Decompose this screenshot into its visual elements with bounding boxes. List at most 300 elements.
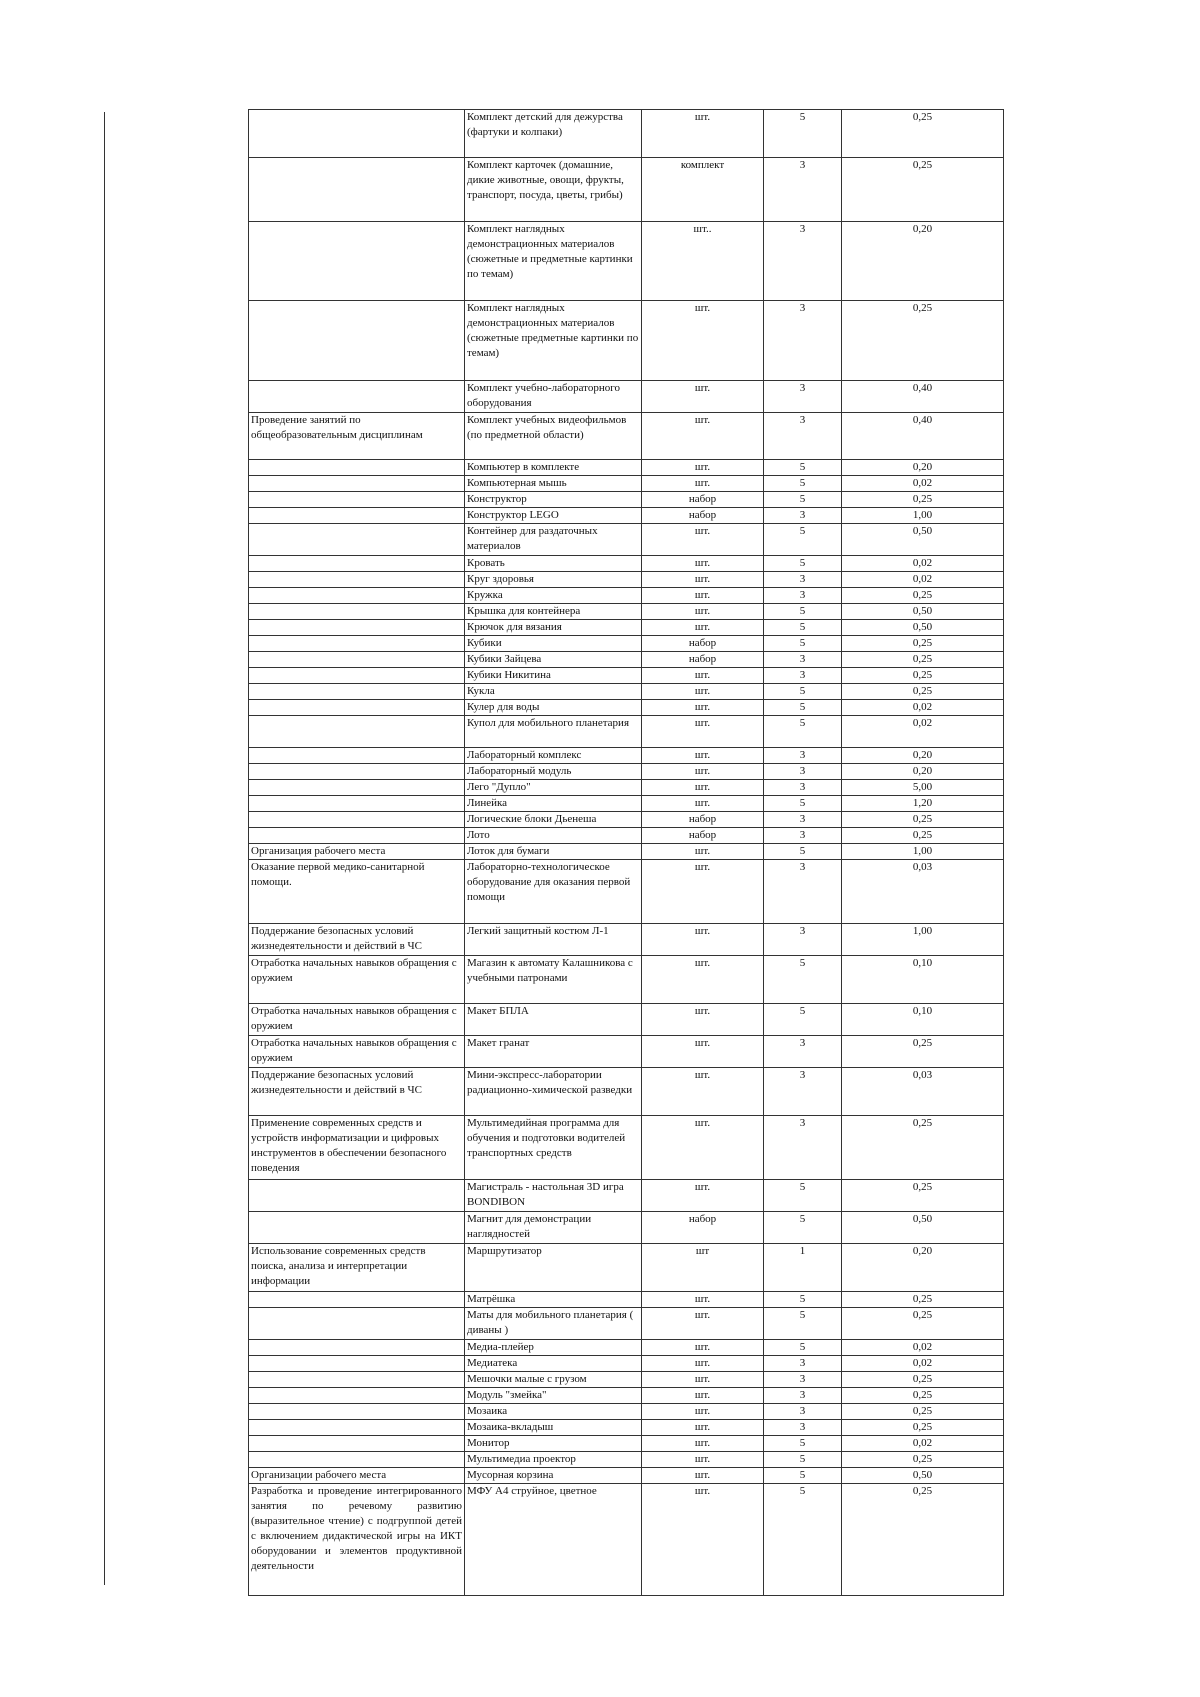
row-coefficient-cell: 0,25 <box>842 1180 1004 1212</box>
row-unit-cell: шт. <box>642 1372 764 1388</box>
row-quantity-cell: 3 <box>764 1068 842 1116</box>
equipment-table <box>248 109 1004 1596</box>
row-quantity-cell: 3 <box>764 572 842 588</box>
row-activity-cell <box>249 1372 465 1388</box>
row-quantity-cell: 3 <box>764 764 842 780</box>
row-quantity-cell: 5 <box>764 796 842 812</box>
row-activity-cell: Проведение занятий по общеобразовательным дисциплинам <box>249 413 465 460</box>
row-unit-cell: шт. <box>642 700 764 716</box>
row-activity-cell <box>249 381 465 413</box>
row-activity-cell <box>249 812 465 828</box>
row-quantity-cell: 3 <box>764 301 842 381</box>
table-row <box>249 508 1004 524</box>
row-activity-cell: Отработка начальных навыков обращения с оружием <box>249 956 465 1004</box>
row-quantity-cell: 5 <box>764 1436 842 1452</box>
row-unit-cell: набор <box>642 508 764 524</box>
table-row <box>249 1468 1004 1484</box>
table-row <box>249 492 1004 508</box>
row-item-name-cell: Конструктор <box>465 492 642 508</box>
row-item-name-cell: Медиатека <box>465 1356 642 1372</box>
row-item-name-cell: Лабораторный модуль <box>465 764 642 780</box>
row-unit-cell: шт. <box>642 1436 764 1452</box>
table-row <box>249 588 1004 604</box>
row-activity-cell <box>249 828 465 844</box>
row-coefficient-cell: 0,02 <box>842 700 1004 716</box>
row-activity-cell <box>249 1356 465 1372</box>
row-unit-cell: шт. <box>642 764 764 780</box>
table-row <box>249 668 1004 684</box>
row-activity-cell <box>249 1180 465 1212</box>
row-item-name-cell: Комплект наглядных демонстрационных материалов (сюжетные и предметные картинки по темам) <box>465 222 642 301</box>
row-unit-cell: шт. <box>642 1452 764 1468</box>
row-coefficient-cell: 0,03 <box>842 860 1004 924</box>
row-activity-cell <box>249 524 465 556</box>
row-unit-cell: шт. <box>642 110 764 158</box>
row-item-name-cell: Крышка для контейнера <box>465 604 642 620</box>
row-quantity-cell: 3 <box>764 1404 842 1420</box>
row-activity-cell: Отработка начальных навыков обращения с оружием <box>249 1004 465 1036</box>
table-row <box>249 1420 1004 1436</box>
row-quantity-cell: 3 <box>764 222 842 301</box>
row-coefficient-cell: 0,25 <box>842 636 1004 652</box>
row-quantity-cell: 3 <box>764 381 842 413</box>
table-row <box>249 748 1004 764</box>
row-item-name-cell: Мозаика <box>465 1404 642 1420</box>
row-coefficient-cell: 0,25 <box>842 1484 1004 1596</box>
row-activity-cell: Организации рабочего места <box>249 1468 465 1484</box>
row-unit-cell: набор <box>642 652 764 668</box>
table-row <box>249 1356 1004 1372</box>
row-coefficient-cell: 0,02 <box>842 1436 1004 1452</box>
row-quantity-cell: 5 <box>764 1180 842 1212</box>
row-activity-cell <box>249 1292 465 1308</box>
row-activity-cell <box>249 1340 465 1356</box>
row-quantity-cell: 5 <box>764 460 842 476</box>
row-unit-cell: шт. <box>642 668 764 684</box>
row-coefficient-cell: 0,20 <box>842 222 1004 301</box>
table-row <box>249 1372 1004 1388</box>
row-quantity-cell: 3 <box>764 860 842 924</box>
table-row <box>249 556 1004 572</box>
row-quantity-cell: 5 <box>764 524 842 556</box>
row-item-name-cell: Кубики Зайцева <box>465 652 642 668</box>
row-unit-cell: шт. <box>642 556 764 572</box>
row-coefficient-cell: 0,20 <box>842 1244 1004 1292</box>
table-row <box>249 381 1004 413</box>
row-item-name-cell: Маршрутизатор <box>465 1244 642 1292</box>
row-item-name-cell: Комплект учебных видеофильмов (по предметной области) <box>465 413 642 460</box>
row-activity-cell: Поддержание безопасных условий жизнедеятельности и действий в ЧС <box>249 924 465 956</box>
row-unit-cell: шт. <box>642 1308 764 1340</box>
table-row <box>249 620 1004 636</box>
row-unit-cell: набор <box>642 828 764 844</box>
equipment-table-body <box>249 110 1004 1596</box>
row-item-name-cell: Кубики <box>465 636 642 652</box>
row-item-name-cell: Магнит для демонстрации наглядностей <box>465 1212 642 1244</box>
table-row <box>249 828 1004 844</box>
row-unit-cell: шт. <box>642 1292 764 1308</box>
table-row <box>249 1340 1004 1356</box>
row-activity-cell <box>249 1212 465 1244</box>
table-row <box>249 1068 1004 1116</box>
row-quantity-cell: 3 <box>764 588 842 604</box>
row-activity-cell <box>249 460 465 476</box>
row-coefficient-cell: 0,40 <box>842 413 1004 460</box>
table-row <box>249 1116 1004 1180</box>
row-coefficient-cell: 0,50 <box>842 604 1004 620</box>
row-item-name-cell: Кубики Никитина <box>465 668 642 684</box>
row-quantity-cell: 3 <box>764 508 842 524</box>
row-activity-cell <box>249 222 465 301</box>
row-item-name-cell: Мозаика-вкладыш <box>465 1420 642 1436</box>
row-activity-cell <box>249 604 465 620</box>
row-unit-cell: шт. <box>642 381 764 413</box>
row-unit-cell: шт. <box>642 844 764 860</box>
row-coefficient-cell: 0,25 <box>842 668 1004 684</box>
table-row <box>249 812 1004 828</box>
table-row <box>249 222 1004 301</box>
row-coefficient-cell: 0,50 <box>842 1468 1004 1484</box>
table-row <box>249 1004 1004 1036</box>
row-quantity-cell: 5 <box>764 1340 842 1356</box>
table-row <box>249 1388 1004 1404</box>
row-item-name-cell: Компьютер в комплекте <box>465 460 642 476</box>
table-row <box>249 924 1004 956</box>
row-activity-cell <box>249 1404 465 1420</box>
row-activity-cell <box>249 1420 465 1436</box>
row-coefficient-cell: 0,02 <box>842 716 1004 748</box>
row-item-name-cell: Кукла <box>465 684 642 700</box>
row-coefficient-cell: 0,25 <box>842 1036 1004 1068</box>
row-activity-cell <box>249 796 465 812</box>
row-unit-cell: комплект <box>642 158 764 222</box>
row-item-name-cell: Комплект учебно-лабораторного оборудования <box>465 381 642 413</box>
table-row <box>249 764 1004 780</box>
row-item-name-cell: МФУ А4 струйное, цветное <box>465 1484 642 1596</box>
row-activity-cell <box>249 1308 465 1340</box>
row-item-name-cell: Мусорная корзина <box>465 1468 642 1484</box>
table-row <box>249 700 1004 716</box>
row-item-name-cell: Компьютерная мышь <box>465 476 642 492</box>
row-unit-cell: шт. <box>642 924 764 956</box>
row-coefficient-cell: 0,10 <box>842 956 1004 1004</box>
row-unit-cell: шт. <box>642 1116 764 1180</box>
row-activity-cell <box>249 684 465 700</box>
table-row <box>249 460 1004 476</box>
table-row <box>249 796 1004 812</box>
row-item-name-cell: Лабораторно-технологическое оборудование для оказания первой помощи <box>465 860 642 924</box>
row-item-name-cell: Лоток для бумаги <box>465 844 642 860</box>
row-item-name-cell: Круг здоровья <box>465 572 642 588</box>
row-coefficient-cell: 0,02 <box>842 572 1004 588</box>
row-coefficient-cell: 0,25 <box>842 588 1004 604</box>
row-unit-cell: набор <box>642 492 764 508</box>
row-item-name-cell: Крючок для вязания <box>465 620 642 636</box>
row-quantity-cell: 3 <box>764 828 842 844</box>
row-unit-cell: шт. <box>642 860 764 924</box>
table-row <box>249 110 1004 158</box>
row-item-name-cell: Матрёшка <box>465 1292 642 1308</box>
row-item-name-cell: Кружка <box>465 588 642 604</box>
row-quantity-cell: 3 <box>764 413 842 460</box>
row-item-name-cell: Мультимедиа проектор <box>465 1452 642 1468</box>
row-item-name-cell: Контейнер для раздаточных материалов <box>465 524 642 556</box>
row-coefficient-cell: 0,25 <box>842 1404 1004 1420</box>
row-coefficient-cell: 0,02 <box>842 476 1004 492</box>
row-activity-cell: Использование современных средств поиска, анализа и интерпретации информации <box>249 1244 465 1292</box>
row-coefficient-cell: 0,25 <box>842 301 1004 381</box>
row-unit-cell: шт. <box>642 1004 764 1036</box>
row-quantity-cell: 3 <box>764 1388 842 1404</box>
row-quantity-cell: 5 <box>764 1308 842 1340</box>
row-activity-cell <box>249 110 465 158</box>
row-unit-cell: набор <box>642 1212 764 1244</box>
row-quantity-cell: 3 <box>764 1116 842 1180</box>
row-activity-cell <box>249 1452 465 1468</box>
row-quantity-cell: 3 <box>764 780 842 796</box>
row-activity-cell <box>249 1388 465 1404</box>
row-coefficient-cell: 0,25 <box>842 492 1004 508</box>
row-coefficient-cell: 0,50 <box>842 1212 1004 1244</box>
row-unit-cell: набор <box>642 812 764 828</box>
row-quantity-cell: 5 <box>764 1468 842 1484</box>
table-row <box>249 1292 1004 1308</box>
row-unit-cell: шт. <box>642 1388 764 1404</box>
row-coefficient-cell: 0,25 <box>842 1388 1004 1404</box>
table-row <box>249 1244 1004 1292</box>
row-activity-cell <box>249 1436 465 1452</box>
row-activity-cell <box>249 716 465 748</box>
row-unit-cell: шт. <box>642 684 764 700</box>
row-item-name-cell: Линейка <box>465 796 642 812</box>
row-quantity-cell: 5 <box>764 556 842 572</box>
table-row <box>249 1484 1004 1596</box>
row-activity-cell: Применение современных средств и устройств информатизации и цифровых инструментов в обеспечении безопасного поведения <box>249 1116 465 1180</box>
row-quantity-cell: 3 <box>764 1420 842 1436</box>
row-coefficient-cell: 5,00 <box>842 780 1004 796</box>
row-item-name-cell: Магазин к автомату Калашникова с учебными патронами <box>465 956 642 1004</box>
table-row <box>249 684 1004 700</box>
row-unit-cell: шт. <box>642 588 764 604</box>
row-coefficient-cell: 1,00 <box>842 508 1004 524</box>
row-quantity-cell: 5 <box>764 956 842 1004</box>
row-item-name-cell: Логические блоки Дьенеша <box>465 812 642 828</box>
row-quantity-cell: 5 <box>764 1212 842 1244</box>
row-unit-cell: шт. <box>642 476 764 492</box>
row-quantity-cell: 5 <box>764 476 842 492</box>
row-quantity-cell: 3 <box>764 652 842 668</box>
table-row <box>249 1404 1004 1420</box>
row-unit-cell: набор <box>642 636 764 652</box>
table-row <box>249 1036 1004 1068</box>
row-activity-cell: Поддержание безопасных условий жизнедеятельности и действий в ЧС <box>249 1068 465 1116</box>
row-activity-cell <box>249 668 465 684</box>
row-item-name-cell: Купол для мобильного планетария <box>465 716 642 748</box>
row-unit-cell: шт. <box>642 1420 764 1436</box>
table-row <box>249 158 1004 222</box>
table-row <box>249 956 1004 1004</box>
table-row <box>249 636 1004 652</box>
row-unit-cell: шт <box>642 1244 764 1292</box>
row-activity-cell: Оказание первой медико-санитарной помощи. <box>249 860 465 924</box>
row-item-name-cell: Макет БПЛА <box>465 1004 642 1036</box>
row-quantity-cell: 3 <box>764 158 842 222</box>
row-item-name-cell: Комплект карточек (домашние, дикие животные, овощи, фрукты, транспорт, посуда, цветы, грибы) <box>465 158 642 222</box>
row-unit-cell: шт. <box>642 716 764 748</box>
row-coefficient-cell: 0,03 <box>842 1068 1004 1116</box>
table-row <box>249 1452 1004 1468</box>
row-coefficient-cell: 0,25 <box>842 652 1004 668</box>
row-activity-cell <box>249 700 465 716</box>
table-row <box>249 604 1004 620</box>
table-row <box>249 524 1004 556</box>
row-coefficient-cell: 1,00 <box>842 924 1004 956</box>
row-unit-cell: шт. <box>642 1404 764 1420</box>
row-unit-cell: шт. <box>642 748 764 764</box>
row-unit-cell: шт. <box>642 620 764 636</box>
row-item-name-cell: Комплект наглядных демонстрационных материалов (сюжетные предметные картинки по темам) <box>465 301 642 381</box>
row-quantity-cell: 5 <box>764 1452 842 1468</box>
row-item-name-cell: Монитор <box>465 1436 642 1452</box>
row-unit-cell: шт. <box>642 1180 764 1212</box>
row-item-name-cell: Лабораторный комплекс <box>465 748 642 764</box>
row-unit-cell: шт. <box>642 572 764 588</box>
row-coefficient-cell: 0,20 <box>842 764 1004 780</box>
table-row <box>249 716 1004 748</box>
row-activity-cell <box>249 748 465 764</box>
row-item-name-cell: Маты для мобильного планетария ( диваны ) <box>465 1308 642 1340</box>
row-item-name-cell: Модуль "змейка" <box>465 1388 642 1404</box>
row-unit-cell: шт. <box>642 796 764 812</box>
row-quantity-cell: 5 <box>764 1292 842 1308</box>
row-coefficient-cell: 0,25 <box>842 1452 1004 1468</box>
row-activity-cell <box>249 572 465 588</box>
row-unit-cell: шт. <box>642 1340 764 1356</box>
row-coefficient-cell: 1,00 <box>842 844 1004 860</box>
row-coefficient-cell: 0,50 <box>842 524 1004 556</box>
row-item-name-cell: Комплект детский для дежурства (фартуки и колпаки) <box>465 110 642 158</box>
row-coefficient-cell: 0,25 <box>842 1420 1004 1436</box>
table-row <box>249 301 1004 381</box>
table-row <box>249 476 1004 492</box>
row-activity-cell <box>249 556 465 572</box>
row-quantity-cell: 3 <box>764 1036 842 1068</box>
row-coefficient-cell: 1,20 <box>842 796 1004 812</box>
row-activity-cell <box>249 158 465 222</box>
row-coefficient-cell: 0,20 <box>842 460 1004 476</box>
row-item-name-cell: Кулер для воды <box>465 700 642 716</box>
row-activity-cell <box>249 780 465 796</box>
row-quantity-cell: 5 <box>764 110 842 158</box>
row-unit-cell: шт. <box>642 956 764 1004</box>
row-item-name-cell: Мультимедийная программа для обучения и подготовки водителей транспортных средств <box>465 1116 642 1180</box>
row-unit-cell: шт.. <box>642 222 764 301</box>
row-coefficient-cell: 0,25 <box>842 110 1004 158</box>
row-item-name-cell: Мини-экспресс-лаборатории радиационно-химической разведки <box>465 1068 642 1116</box>
row-quantity-cell: 5 <box>764 684 842 700</box>
row-unit-cell: шт. <box>642 1356 764 1372</box>
row-unit-cell: шт. <box>642 524 764 556</box>
row-activity-cell <box>249 476 465 492</box>
row-activity-cell <box>249 764 465 780</box>
row-unit-cell: шт. <box>642 460 764 476</box>
row-activity-cell: Отработка начальных навыков обращения с оружием <box>249 1036 465 1068</box>
row-coefficient-cell: 0,25 <box>842 158 1004 222</box>
row-quantity-cell: 5 <box>764 604 842 620</box>
row-quantity-cell: 5 <box>764 1004 842 1036</box>
row-quantity-cell: 1 <box>764 1244 842 1292</box>
row-unit-cell: шт. <box>642 1484 764 1596</box>
row-coefficient-cell: 0,25 <box>842 812 1004 828</box>
row-activity-cell <box>249 620 465 636</box>
row-item-name-cell: Кровать <box>465 556 642 572</box>
row-unit-cell: шт. <box>642 413 764 460</box>
table-row <box>249 1180 1004 1212</box>
row-item-name-cell: Лего "Дупло" <box>465 780 642 796</box>
row-quantity-cell: 3 <box>764 748 842 764</box>
row-coefficient-cell: 0,20 <box>842 748 1004 764</box>
row-activity-cell <box>249 508 465 524</box>
row-quantity-cell: 3 <box>764 924 842 956</box>
row-coefficient-cell: 0,25 <box>842 828 1004 844</box>
row-coefficient-cell: 0,25 <box>842 1372 1004 1388</box>
row-unit-cell: шт. <box>642 1468 764 1484</box>
row-item-name-cell: Конструктор LEGO <box>465 508 642 524</box>
row-item-name-cell: Лото <box>465 828 642 844</box>
row-activity-cell <box>249 636 465 652</box>
row-unit-cell: шт. <box>642 1068 764 1116</box>
row-coefficient-cell: 0,25 <box>842 684 1004 700</box>
row-quantity-cell: 5 <box>764 700 842 716</box>
row-quantity-cell: 5 <box>764 716 842 748</box>
row-quantity-cell: 3 <box>764 1356 842 1372</box>
row-activity-cell: Разработка и проведение интегрированного занятия по речевому развитию (выразительное чтение) с подгруппой детей с включением дидактической игры на ИКТ оборудовании и элементов продуктивной деятельности <box>249 1484 465 1596</box>
page-left-margin-rule <box>104 112 105 1585</box>
table-row <box>249 1212 1004 1244</box>
row-unit-cell: шт. <box>642 604 764 620</box>
row-coefficient-cell: 0,02 <box>842 1356 1004 1372</box>
row-quantity-cell: 5 <box>764 620 842 636</box>
row-item-name-cell: Легкий защитный костюм Л-1 <box>465 924 642 956</box>
row-coefficient-cell: 0,50 <box>842 620 1004 636</box>
table-row <box>249 1436 1004 1452</box>
row-quantity-cell: 5 <box>764 844 842 860</box>
row-quantity-cell: 5 <box>764 1484 842 1596</box>
row-unit-cell: шт. <box>642 1036 764 1068</box>
row-coefficient-cell: 0,02 <box>842 1340 1004 1356</box>
table-row <box>249 572 1004 588</box>
row-item-name-cell: Магистраль - настольная 3D игра BONDIBON <box>465 1180 642 1212</box>
row-item-name-cell: Макет гранат <box>465 1036 642 1068</box>
row-activity-cell <box>249 588 465 604</box>
row-activity-cell: Организация рабочего места <box>249 844 465 860</box>
row-item-name-cell: Мешочки малые с грузом <box>465 1372 642 1388</box>
row-unit-cell: шт. <box>642 301 764 381</box>
row-quantity-cell: 3 <box>764 1372 842 1388</box>
row-coefficient-cell: 0,10 <box>842 1004 1004 1036</box>
table-row <box>249 780 1004 796</box>
row-activity-cell <box>249 492 465 508</box>
row-coefficient-cell: 0,25 <box>842 1116 1004 1180</box>
table-row <box>249 652 1004 668</box>
table-row <box>249 860 1004 924</box>
row-coefficient-cell: 0,40 <box>842 381 1004 413</box>
row-quantity-cell: 5 <box>764 636 842 652</box>
row-quantity-cell: 3 <box>764 812 842 828</box>
row-activity-cell <box>249 301 465 381</box>
row-quantity-cell: 3 <box>764 668 842 684</box>
row-quantity-cell: 5 <box>764 492 842 508</box>
